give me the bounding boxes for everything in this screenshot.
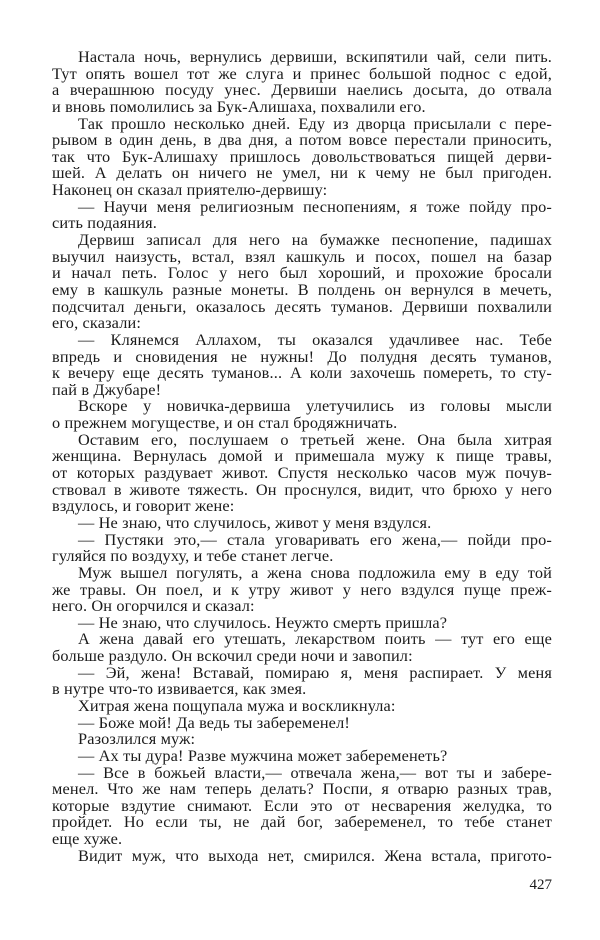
text-line: Настала ночь, вернулись дервиши, вскипятили чай, сели пить. bbox=[78, 47, 552, 66]
text-line: к вечеру еще десять туманов... А коли захочешь помереть, то сту- bbox=[52, 363, 552, 383]
text-line: А жена давай его утешать, лекарством поить — тут его еще bbox=[78, 629, 552, 649]
text-line: пройдет. Но если ты, не дай бог, забеременел, то тебе станет bbox=[52, 812, 552, 832]
text-line: — Боже мой! Да ведь ты забеременел! bbox=[78, 712, 350, 732]
text-line: сить подаяния. bbox=[52, 213, 158, 233]
text-line: а вчерашнюю посуду унес. Дервиши наелись досыта, до отвала bbox=[52, 80, 552, 100]
text-line: и вновь помолились за Бук-Алишаха, похвалили его. bbox=[52, 96, 426, 116]
text-line: него. Он огорчился и сказал: bbox=[52, 596, 255, 616]
text-line: — Не знаю, что случилось, живот у меня вздулся. bbox=[78, 512, 432, 532]
text-line: рывом в один день, в два дня, а потом вовсе перестали приносить, bbox=[52, 130, 552, 150]
text-line: — Клянемся Аллахом, ты оказался удачливее нас. Тебе bbox=[78, 329, 552, 349]
text-line: — Научи меня религиозным песнопениям, я тоже пойду про- bbox=[78, 196, 552, 216]
text-line: менел. Что же нам теперь делать? Поспи, я отварю разных трав, bbox=[52, 779, 552, 799]
text-line: же травы. Он поел, и к утру живот у него вздулся пуще преж- bbox=[52, 579, 552, 599]
text-line: Так прошло несколько дней. Еду из дворца присылали с пере- bbox=[78, 113, 552, 133]
text-line: в нутре что-то извивается, как змея. bbox=[52, 679, 307, 699]
text-line: — Не знаю, что случилось. Неужто смерть пришла? bbox=[78, 612, 448, 632]
text-line: вздулось, и говорит жене: bbox=[52, 496, 235, 516]
text-line: пай в Джубаре! bbox=[52, 379, 162, 399]
text-line: Хитрая жена пощупала мужа и воскликнула: bbox=[78, 695, 396, 715]
text-line: его, сказали: bbox=[52, 313, 142, 333]
text-line: больше раздуло. Он вскочил среди ночи и завопил: bbox=[52, 646, 413, 666]
text-line: Оставим его, послушаем о третьей жене. Она была хитрая bbox=[78, 429, 552, 449]
text-line: о прежнем могуществе, и он стал бродяжничать. bbox=[52, 413, 398, 433]
text-line: выучил наизусть, встал, взял кашкуль и посох, пошел на базар bbox=[52, 246, 552, 266]
text-line: — Эй, жена! Вставай, помираю я, меня распирает. У меня bbox=[78, 662, 552, 682]
text-line: так что Бук-Алишаху пришлось довольствоваться пищей дерви- bbox=[52, 146, 552, 166]
text-line: ствовал в животе тяжесть. Он проснулся, видит, что брюхо у него bbox=[52, 479, 552, 499]
text-line: — Ах ты дура! Разве мужчина может забеременеть? bbox=[78, 745, 448, 765]
text-line: шей. А делать он ничего не умел, ни к чему не был пригоден. bbox=[52, 163, 552, 183]
text-line: ему в кашкуль разные монеты. В полдень он вернулся в мечеть, bbox=[52, 279, 552, 299]
page-number: 427 bbox=[529, 877, 552, 893]
page-body-text bbox=[52, 49, 552, 864]
text-line: Муж вышел погулять, а жена снова подложила ему в еду той bbox=[78, 562, 552, 582]
text-line: Наконец он сказал приятелю-дервишу: bbox=[52, 180, 328, 200]
text-line: от которых раздувает живот. Спустя несколько часов муж почув- bbox=[52, 463, 552, 483]
text-line: Тут опять вошел тот же слуга и принес большой поднос с едой, bbox=[52, 63, 552, 83]
text-line: и начал петь. Голос у него был хороший, и прохожие бросали bbox=[52, 263, 552, 283]
text-line: Видит муж, что выхода нет, смирился. Жена встала, пригото- bbox=[78, 845, 552, 865]
text-line: впредь и сновидения не нужны! До полудня десять туманов, bbox=[52, 346, 552, 366]
text-line: — Пустяки это,— стала уговаривать его жена,— пойди про- bbox=[78, 529, 552, 549]
text-line: гуляйся по воздуху, и тебе станет легче. bbox=[52, 546, 334, 566]
text-line: — Все в божьей власти,— отвечала жена,— вот ты и забере- bbox=[78, 762, 552, 782]
text-line: Дервиш записал для него на бумажке песнопение, падишах bbox=[78, 230, 552, 250]
text-line: которые вздутие снимают. Если это от несварения желудка, то bbox=[52, 795, 552, 815]
text-line: женщина. Вернулась домой и примешала мужу к пище травы, bbox=[52, 446, 552, 466]
text-line: Разозлился муж: bbox=[78, 729, 196, 749]
text-line: Вскоре у новичка-дервиша улетучились из головы мысли bbox=[78, 396, 552, 416]
text-line: еще хуже. bbox=[52, 829, 123, 849]
text-line: подсчитал деньги, оказалось десять туманов. Дервиши похвалили bbox=[52, 296, 552, 316]
